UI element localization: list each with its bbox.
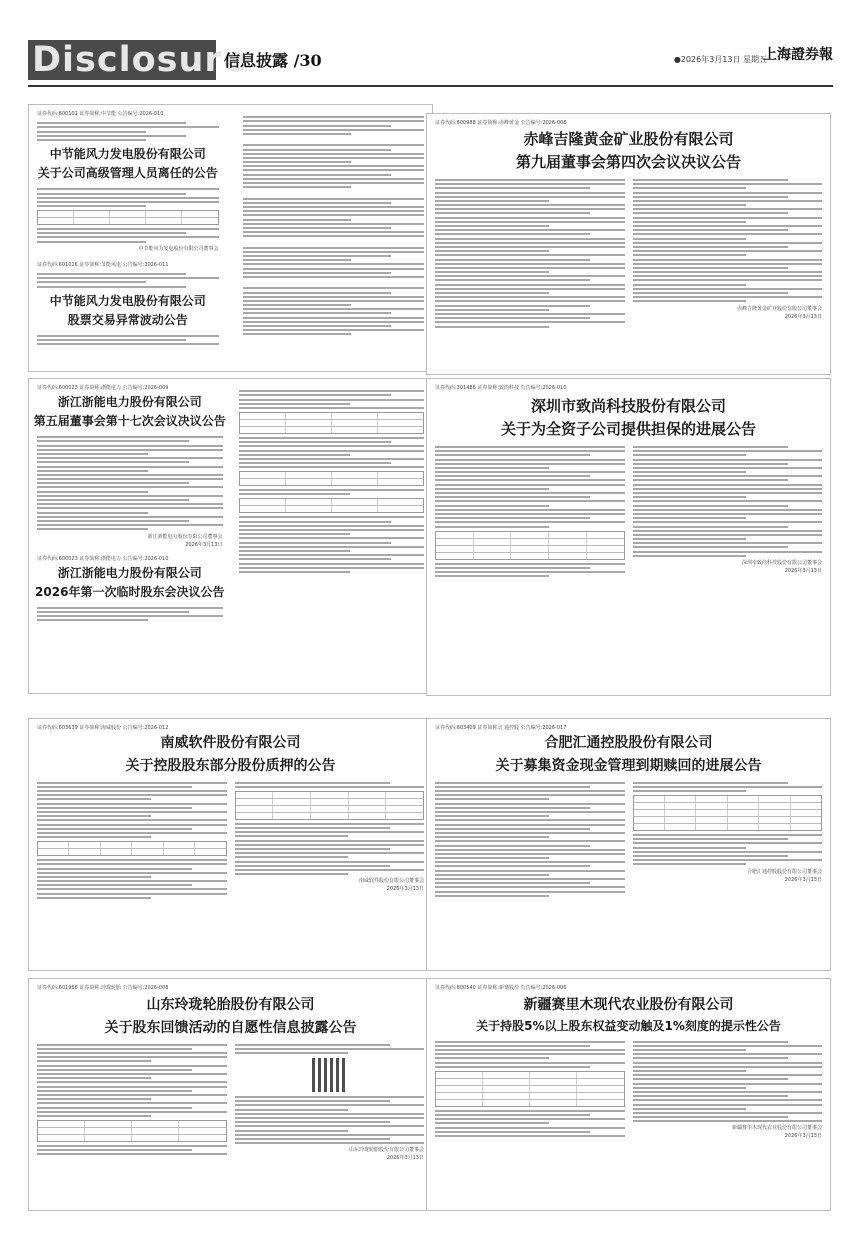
table <box>239 498 425 513</box>
issue-date: ●2026年3月13日 星期五 <box>673 55 767 64</box>
notice-panel-huitong-holding <box>426 718 831 971</box>
notice-date: 2026年3月13日 <box>386 886 424 893</box>
notice-code: 证券代码:601016 证券简称:节能风电 公告编号:2026-011 <box>37 261 169 268</box>
notice-subtitle: 关于募集资金现金管理到期赎回的进展公告 <box>495 757 762 774</box>
table <box>435 1071 625 1107</box>
notice-panel-nanwei-software <box>28 718 433 971</box>
notice-subtitle: 股票交易异常波动公告 <box>67 312 188 327</box>
notice-date: 2026年3月13日 <box>784 876 822 883</box>
notice-title: 南威软件股份有限公司 <box>160 735 301 751</box>
table <box>435 531 625 560</box>
section-title: 信息披露 /30 <box>224 51 322 70</box>
notice-signer: 深圳市致尚科技股份有限公司董事会 <box>741 560 822 566</box>
notice-panel-zhishang-tech <box>426 378 831 696</box>
notice-code: 证券代码:301486 证券简称:致尚科技 公告编号:2026-010 <box>435 385 567 391</box>
notice-title: 赤峰吉隆黄金矿业股份有限公司 <box>523 130 734 148</box>
notice-subtitle: 关于股东回馈活动的自愿性信息披露公告 <box>104 1019 357 1036</box>
notice-date: 2026年3月13日 <box>784 313 822 320</box>
notice-date: 2026年3月13日 <box>386 1155 424 1162</box>
notice-signer: 山东玲珑轮胎股份有限公司董事会 <box>348 1147 424 1154</box>
notice-code: 证券代码:600023 证券简称:浙能电力 公告编号:2026-009 <box>37 385 169 391</box>
notice-code: 证券代码:600988 证券简称:赤峰黄金 公告编号:2026-008 <box>435 120 567 126</box>
notice-panel-xinsai-agriculture <box>426 978 831 1211</box>
notice-signer: 中节能风力发电股份有限公司董事会 <box>138 245 219 252</box>
notice-panel-linglong-tire <box>28 978 433 1211</box>
notice-subtitle: 关于持股5%以上股东权益变动触及1%刻度的提示性公告 <box>476 1018 781 1033</box>
notice-title: 中节能风力发电股份有限公司 <box>49 147 206 162</box>
notice-title: 山东玲珑轮胎股份有限公司 <box>146 997 315 1013</box>
notice-code: 证券代码:600023 证券简称:浙能电力 公告编号:2026-010 <box>37 555 169 562</box>
notice-panel-cecep-wind <box>28 104 433 372</box>
disclosure-logo: Disclosure <box>28 40 216 80</box>
table <box>37 210 219 225</box>
notice-date: 2026年3月13日 <box>185 541 223 548</box>
notice-subtitle: 第九届董事会第四次会议决议公告 <box>515 152 741 171</box>
table <box>37 1120 227 1142</box>
notice-title: 浙江浙能电力股份有限公司 <box>57 565 202 580</box>
notice-signer: 新疆赛里木现代农业股份有限公司董事会 <box>731 1125 822 1132</box>
table <box>37 841 227 856</box>
newspaper-name: 上海證券報 <box>763 47 833 63</box>
notice-date: 2026年3月13日 <box>784 1133 822 1140</box>
notice-title: 中节能风力发电股份有限公司 <box>49 293 206 308</box>
qr-code-icon <box>312 1058 346 1092</box>
table <box>235 791 425 820</box>
notice-subtitle: 关于公司高级管理人员离任的公告 <box>37 166 218 181</box>
table <box>239 471 425 486</box>
notice-signer: 南威软件股份有限公司董事会 <box>358 878 424 885</box>
notice-title: 浙江浙能电力股份有限公司 <box>57 395 202 409</box>
notice-panel-zheneng-power <box>28 378 433 694</box>
notice-subtitle: 2026年第一次临时股东会决议公告 <box>35 584 225 599</box>
header-rule <box>28 85 833 87</box>
notice-date: 2026年3月13日 <box>784 568 822 574</box>
notice-title: 合肥汇通控股股份有限公司 <box>544 735 713 751</box>
notice-title: 新疆赛里木现代农业股份有限公司 <box>523 997 734 1013</box>
notice-code: 证券代码:603639 证券简称:海威股份 公告编号:2026-012 <box>37 725 169 731</box>
notice-signer: 赤峰吉隆黄金矿业股份有限公司董事会 <box>736 305 822 312</box>
notice-code: 证券代码:603409 证券简称:汇通控股 公告编号:2026-017 <box>435 725 567 731</box>
notice-code: 证券代码:600101 证券简称:中节能 公告编号:2026-010 <box>37 111 164 117</box>
notice-subtitle: 第五届董事会第十七次会议决议公告 <box>33 414 226 428</box>
notice-code: 证券代码:600540 证券简称:新赛股份 公告编号:2026-006 <box>435 985 567 991</box>
page-header <box>28 40 833 82</box>
notice-subtitle: 关于为全资子公司提供担保的进展公告 <box>500 419 756 438</box>
notice-signer: 合肥汇通控股股份有限公司董事会 <box>746 868 822 875</box>
notice-code: 证券代码:601966 证券简称:玲珑轮胎 公告编号:2026-008 <box>37 985 169 991</box>
table <box>239 412 425 434</box>
notice-signer: 浙江浙能电力股份有限公司董事会 <box>147 533 223 540</box>
table <box>633 795 823 831</box>
notice-subtitle: 关于控股股东部分股份质押的公告 <box>125 757 336 774</box>
notice-title: 深圳市致尚科技股份有限公司 <box>530 397 726 415</box>
notice-panel-chifeng-gold <box>426 113 831 375</box>
